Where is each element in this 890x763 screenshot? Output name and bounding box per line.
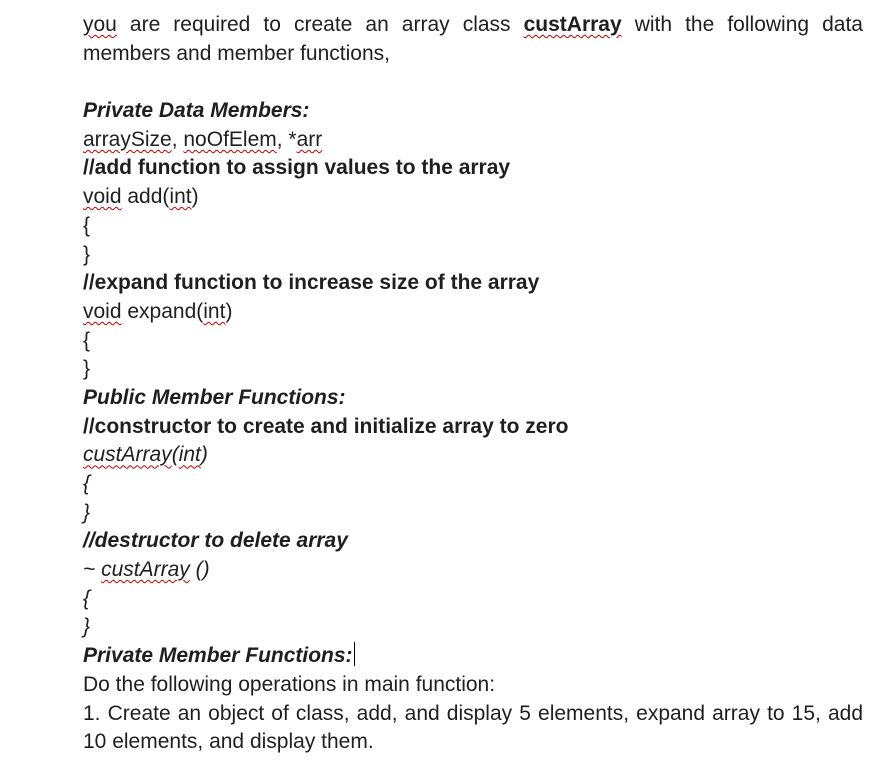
- add-close-brace: }: [83, 242, 91, 266]
- main-ops-item1-line1: [83, 700, 863, 729]
- private-data-heading: Private Data Members:: [83, 99, 310, 123]
- member-noofelem: noOfElem: [183, 127, 277, 151]
- text-cursor: [354, 642, 355, 666]
- separator: , *: [276, 127, 297, 151]
- public-functions-heading: Public Member Functions:: [83, 385, 346, 409]
- main-ops-intro: Do the following operations in main function:: [83, 672, 496, 696]
- constructor-comment: //constructor to create and initialize array to zero: [83, 414, 569, 438]
- paren-close: ): [191, 185, 199, 209]
- paren-close: ): [225, 299, 233, 323]
- destructor-signature: [83, 556, 863, 585]
- dtor-close-brace: }: [83, 615, 91, 639]
- private-data-members: [83, 126, 863, 155]
- paren-close: ): [200, 443, 208, 467]
- add-signature: [83, 183, 863, 212]
- keyword-int: int: [203, 299, 226, 323]
- paren-open: (: [171, 443, 179, 467]
- intro-text-end: with the following data: [621, 13, 863, 36]
- tilde: ~: [83, 558, 102, 582]
- expand-close-brace: }: [83, 357, 91, 381]
- fn-name-expand: expand(: [121, 299, 204, 323]
- expand-open-brace: {: [83, 328, 91, 352]
- member-arraysize: arraySize: [83, 127, 172, 151]
- class-name-custarray: custArray: [523, 13, 622, 36]
- ctor-name: custArray: [83, 443, 172, 467]
- private-functions-heading: [83, 642, 863, 671]
- main-ops-item1-line2: 10 elements, and display them.: [83, 730, 374, 754]
- ctor-close-brace: }: [83, 500, 91, 524]
- separator: ,: [171, 127, 184, 151]
- add-comment: //add function to assign values to the array: [83, 156, 511, 180]
- dtor-open-brace: {: [83, 586, 91, 610]
- ctor-open-brace: {: [83, 472, 91, 495]
- private-functions-heading-text: Private Member Functions:: [83, 644, 353, 668]
- intro-line-2: members and member functions,: [83, 41, 390, 65]
- intro-text: are required to create an array class: [116, 13, 524, 36]
- keyword-void: void: [83, 299, 122, 323]
- keyword-int: int: [178, 443, 201, 467]
- fn-name-add: add(: [121, 185, 170, 209]
- spell-word-you: you: [83, 13, 117, 36]
- keyword-void: void: [83, 185, 122, 209]
- member-arr: arr: [296, 127, 323, 151]
- add-open-brace: {: [83, 213, 91, 237]
- expand-comment: //expand function to increase size of the array: [83, 271, 540, 295]
- destructor-comment: //destructor to delete array: [83, 529, 348, 553]
- document-page[interactable]: [83, 11, 863, 757]
- constructor-signature: [83, 441, 863, 470]
- expand-signature: [83, 298, 863, 327]
- blank-line: [83, 68, 863, 97]
- dtor-name: custArray: [101, 558, 190, 582]
- item1-text: 1. Create an object of class, add, and display 5 elements, expand array to 15, add: [83, 701, 863, 725]
- intro-line-1: [83, 11, 863, 40]
- dtor-parens: (): [189, 558, 210, 582]
- keyword-int: int: [169, 185, 192, 209]
